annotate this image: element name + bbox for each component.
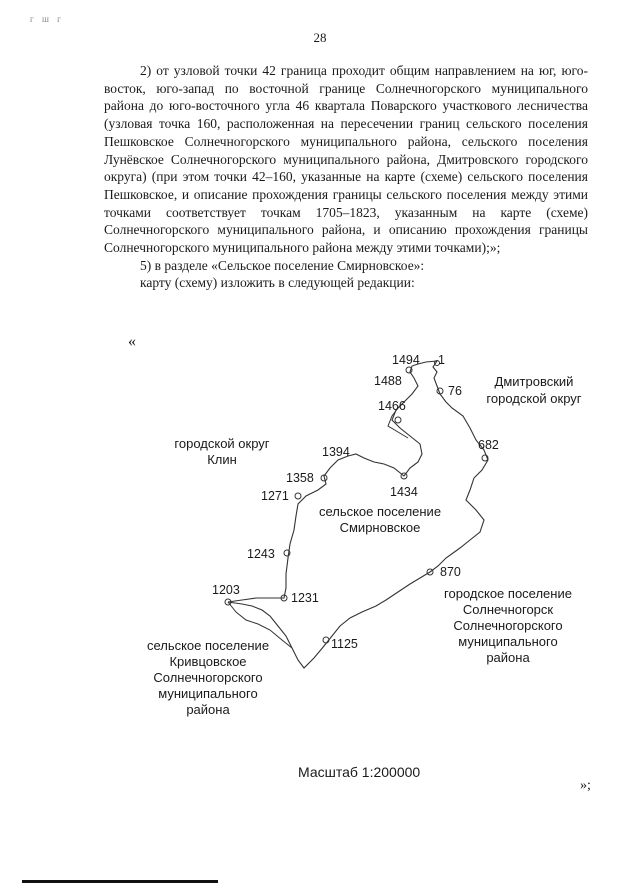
label-solnech-3: Солнечногорского <box>453 618 563 633</box>
marker-1466 <box>395 417 401 423</box>
map-scale: Масштаб 1:200000 <box>298 764 421 780</box>
corner-mark: г ш г <box>30 14 64 24</box>
point-label-1394: 1394 <box>322 445 350 459</box>
label-dmitrov-1: Дмитровский <box>494 374 574 389</box>
point-label-1231: 1231 <box>291 591 319 605</box>
label-solnech-2: Солнечногорск <box>462 602 554 617</box>
label-dmitrov-2: городской округ <box>486 391 582 406</box>
boundary-map <box>0 330 640 800</box>
point-label-1: 1 <box>438 353 445 367</box>
point-label-1203: 1203 <box>212 583 240 597</box>
paragraph-map-intro: карту (схему) изложить в следующей редакции: <box>140 275 415 291</box>
point-label-870: 870 <box>440 565 461 579</box>
label-kriv-2: Кривцовское <box>169 654 247 669</box>
label-kriv-3: Солнечногорского <box>153 670 263 685</box>
label-kriv-1: сельское поселение <box>146 638 270 653</box>
point-label-682: 682 <box>478 438 499 452</box>
open-quote: « <box>128 333 136 350</box>
label-solnech-5: района <box>486 650 530 665</box>
page-number: 28 <box>313 30 327 45</box>
label-klin-2: Клин <box>207 452 237 467</box>
paragraph-5: 5) в разделе «Сельское поселение Смирновское»: <box>140 257 425 273</box>
point-label-1488: 1488 <box>374 374 402 388</box>
marker-1271 <box>295 493 301 499</box>
point-label-1358: 1358 <box>286 471 314 485</box>
close-quote: »; <box>580 778 591 793</box>
point-label-1125: 1125 <box>331 637 358 651</box>
label-solnech-1: городское поселение <box>444 586 572 601</box>
label-kriv-5: района <box>186 702 230 717</box>
point-label-1271: 1271 <box>261 489 289 503</box>
point-label-76: 76 <box>448 384 462 398</box>
label-klin-1: городской округ <box>174 436 270 451</box>
label-smirn-2: Смирновское <box>339 520 421 535</box>
footer-rule <box>22 880 218 883</box>
point-label-1434: 1434 <box>390 485 418 499</box>
point-label-1466: 1466 <box>378 399 406 413</box>
label-kriv-4: муниципального <box>158 686 258 701</box>
label-solnech-4: муниципального <box>458 634 558 649</box>
paragraph-2: 2) от узловой точки 42 граница проходит общим направлением на юг, юго-восток, юго-запад по восточной границе Солнечногорского муниципального района до юго-восточного угла 46 квартала Поварского участкового лесничества (узловая точка 160, расположенная на пересечении границ сельского поселения Пешковское Солнечногорского муниципального района, сельского поселения Лунёвское Солнечногорского муниципального района, Дмитровского городского округа) (при этом точки 42–160, указанные на карте (схеме) сельского поселения Пешковское, и описание прохождения границы сельского поселения между этими точками соответствует точкам 1705–1823, указанным на карте (схеме) Солнечногорского муниципального района, и описанию прохождения границы Солнечногорского муниципального района между этими точками);»; <box>104 63 588 256</box>
point-label-1494: 1494 <box>392 353 420 367</box>
label-smirn-1: сельское поселение <box>318 504 442 519</box>
point-label-1243: 1243 <box>247 547 275 561</box>
document-body <box>104 62 588 292</box>
